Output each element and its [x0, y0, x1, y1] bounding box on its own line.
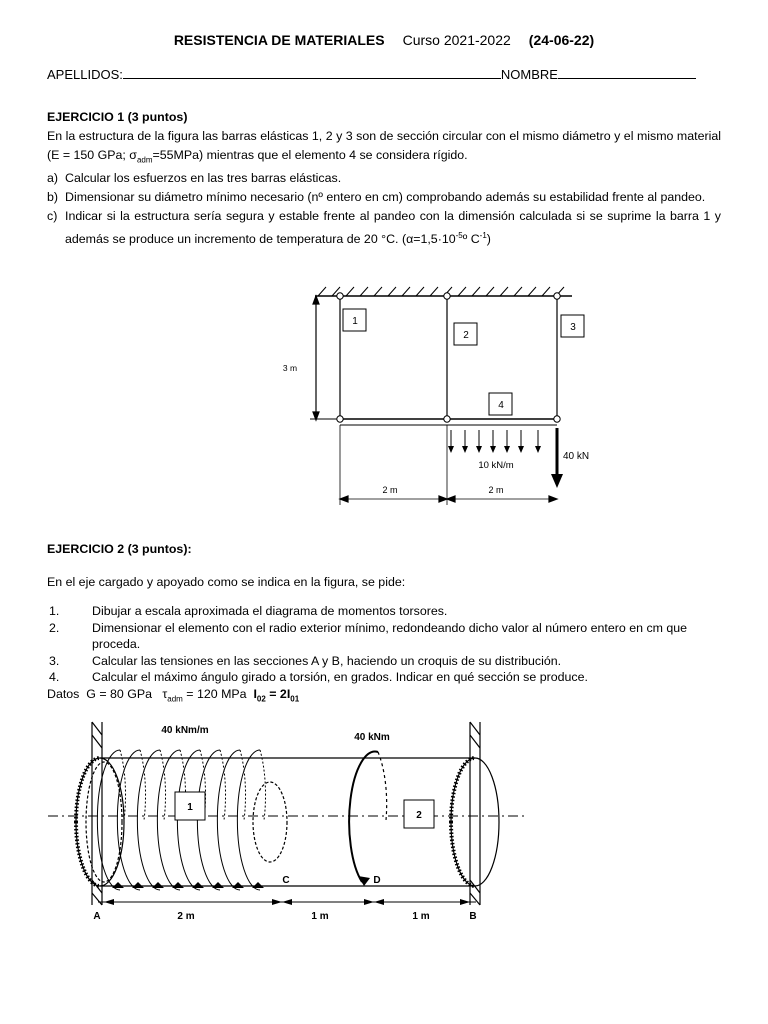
item-label: 1.: [49, 604, 60, 618]
dist-left-label: 2 m: [382, 485, 398, 495]
data-inertia: = 2I: [265, 686, 291, 701]
bar-2-label: 2: [463, 330, 469, 341]
item-label: 2.: [49, 620, 60, 635]
data-subscript: 01: [290, 693, 300, 703]
data-inertia: I: [253, 686, 257, 701]
item-label: a): [47, 171, 59, 186]
exercise-2-list: [47, 603, 705, 686]
shaft-figure: [0, 700, 768, 940]
course-year: Curso 2021-2022: [402, 32, 511, 48]
item-text: Dimensionar el elemento con el radio exterior mínimo, redondeando dicho valor al número entero en cm que proceda.: [92, 620, 688, 651]
point-a-label: A: [93, 911, 101, 922]
length-1-label: 2 m: [177, 911, 195, 922]
exercise-2: [47, 540, 727, 707]
exercise-1-title: EJERCICIO 1 (3 puntos): [47, 110, 188, 124]
data-label: Datos: [47, 686, 80, 701]
segment-1-label: 1: [187, 802, 193, 813]
item-text: Calcular los esfuerzos en las tres barras elásticas.: [65, 171, 342, 186]
point-torque-label: 40 kNm: [354, 732, 390, 743]
item-superscript: -1: [479, 231, 487, 241]
length-2-label: 1 m: [311, 911, 329, 922]
item-text: Dibujar a escala aproximada el diagrama de momentos torsores.: [92, 604, 448, 618]
item-text: Indicar si la estructura sería segura y estable frente al pandeo con la dimensión calculada si se suprime la barra 1 y además se produce un incremento de temperatura de 20 °C. (α=1,5·10: [65, 209, 721, 247]
beam-4-label: 4: [498, 400, 504, 411]
item-text: ): [486, 232, 491, 247]
exercise-2-title: EJERCICIO 2 (3 puntos):: [47, 542, 192, 556]
data-g: G = 80 GPa: [86, 686, 153, 701]
point-d-label: D: [373, 875, 381, 886]
bar-3-label: 3: [570, 322, 576, 333]
item-text: Dimensionar su diámetro mínimo necesario (nº entero en cm) comprobando además su estabilidad frente al pandeo.: [65, 190, 706, 205]
data-tau: τ: [162, 686, 168, 701]
intro-part: =55MPa) mientras que el elemento 4 se considera rígido.: [152, 148, 468, 162]
length-3-label: 1 m: [412, 911, 430, 922]
bar-1-label: 1: [352, 316, 358, 327]
point-b-label: B: [469, 911, 477, 922]
distributed-load-label: 10 kN/m: [478, 460, 514, 471]
list-item: [47, 603, 705, 620]
surname-label: APELLIDOS:: [47, 67, 123, 82]
data-subscript: adm: [167, 693, 183, 703]
data-tau-value: = 120 MPa: [182, 686, 247, 701]
item-label: 4.: [49, 670, 60, 684]
height-label: 3 m: [282, 363, 298, 373]
item-label: b): [47, 190, 59, 205]
item-text: Calcular las tensiones en las secciones A y B, haciendo un croquis de su distribución.: [92, 653, 562, 668]
item-text: Calcular el máximo ángulo girado a torsión, en grados. Indicar en qué sección se produce.: [92, 670, 588, 684]
intro-subscript: adm: [136, 155, 153, 165]
dist-right-label: 2 m: [488, 485, 504, 495]
item-superscript: -5: [455, 231, 463, 241]
distributed-torque-label: 40 kNm/m: [161, 725, 209, 736]
name-label: NOMBRE: [500, 67, 558, 82]
item-label: 3.: [49, 653, 60, 668]
item-label: c): [47, 209, 58, 224]
point-load-label: 40 kN: [562, 451, 590, 462]
segment-2-label: 2: [416, 810, 422, 821]
data-subscript: 02: [256, 693, 266, 703]
list-item: [47, 620, 705, 653]
point-c-label: C: [282, 875, 290, 886]
exam-date: (24-06-22): [528, 32, 595, 48]
list-item: [47, 669, 705, 686]
exercise-2-intro: En el eje cargado y apoyado como se indica en la figura, se pide:: [47, 575, 406, 589]
course-title: RESISTENCIA DE MATERIALES: [173, 32, 385, 48]
list-item: [47, 653, 705, 670]
item-text: º C: [462, 232, 480, 247]
intro-part: En la estructura de la figura las barras elásticas 1, 2 y 3 son de sección circular con el mismo diámetro y el mismo material (E = 150 GPa; σ: [47, 129, 721, 162]
